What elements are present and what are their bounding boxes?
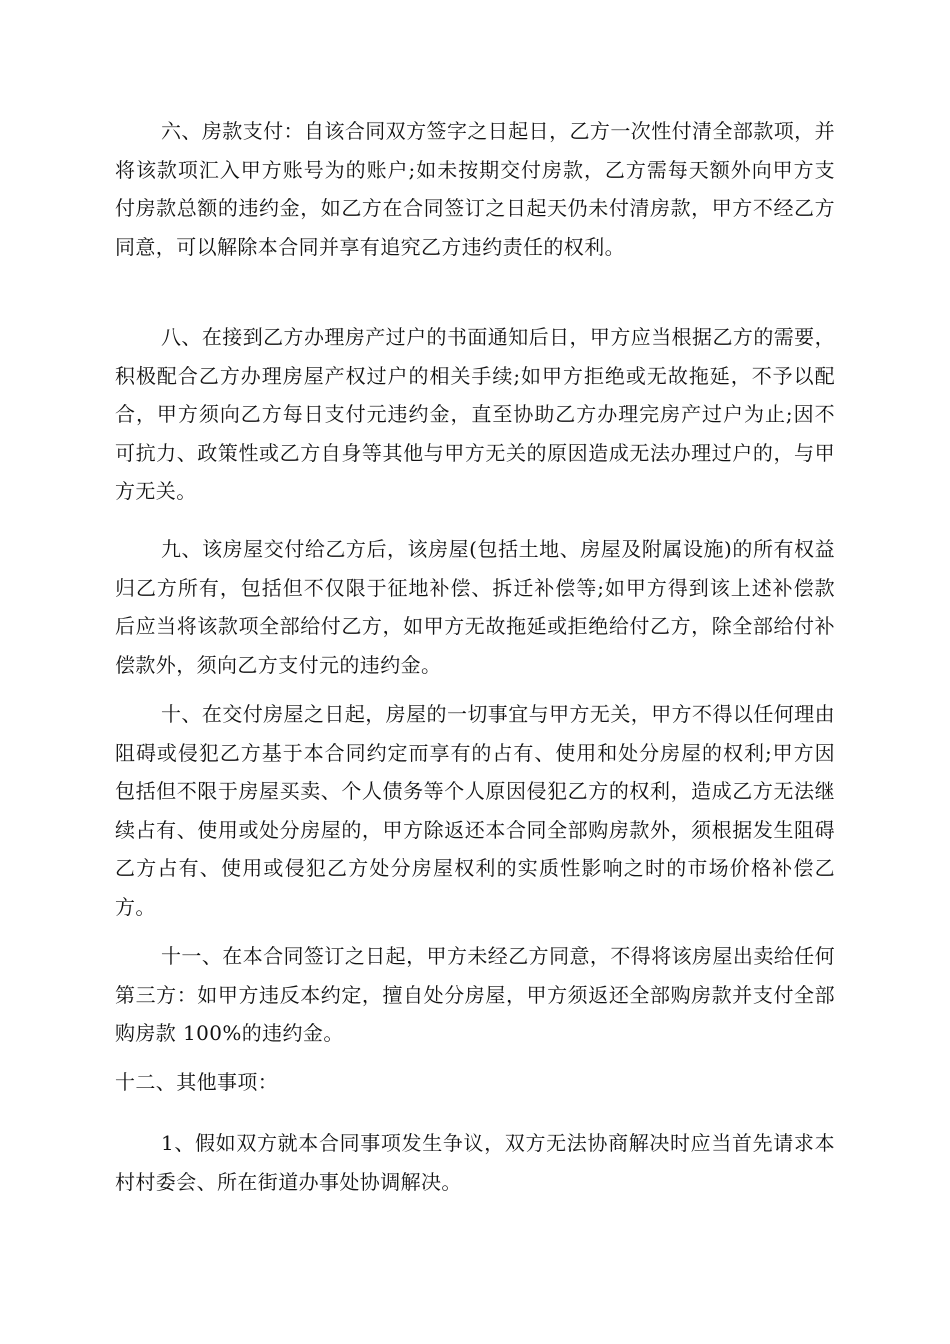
clause-10-no-interference: 十、在交付房屋之日起，房屋的一切事宜与甲方无关，甲方不得以任何理由阻碍或侵犯乙方基于本合同约定而享有的占有、使用和处分房屋的权利;甲方因包括但不限于房屋买卖、个人债务等个人原因侵犯乙方的权利，造成乙方无法继续占有、使用或处分房屋的，甲方除返还本合同全部购房款外，须根据发生阻碍乙方占有、使用或侵犯乙方处分房屋权利的实质性影响之时的市场价格补偿乙方。 xyxy=(115,702,835,919)
clause-9-rights-after-delivery: 九、该房屋交付给乙方后，该房屋(包括土地、房屋及附属设施)的所有权益归乙方所有，包括但不仅限于征地补偿、拆迁补偿等;如甲方得到该上述补偿款后应当将该款项全部给付乙方，如甲方无故拖延或拒绝给付乙方，除全部给付补偿款外，须向乙方支付元的违约金。 xyxy=(115,537,835,677)
clause-12-heading: 十二、其他事项： xyxy=(115,1070,279,1094)
clause-8-title-transfer: 八、在接到乙方办理房产过户的书面通知后日，甲方应当根据乙方的需要，积极配合乙方办理房屋产权过户的相关手续;如甲方拒绝或无故拖延，不予以配合，甲方须向乙方每日支付元违约金，直至协助乙方办理完房产过户为止;因不可抗力、政策性或乙方自身等其他与甲方无关的原因造成无法办理过户的，与甲方无关。 xyxy=(115,325,835,503)
clause-12-item-1: 1、假如双方就本合同事项发生争议，双方无法协商解决时应当首先请求本村村委会、所在街道办事处协调解决。 xyxy=(115,1131,835,1194)
clause-11-no-resale: 十一、在本合同签订之日起，甲方未经乙方同意，不得将该房屋出卖给任何第三方：如甲方违反本约定，擅自处分房屋，甲方须返还全部购房款并支付全部购房款 100%的违约金。 xyxy=(115,944,835,1045)
clause-6-payment: 六、房款支付：自该合同双方签字之日起日，乙方一次性付清全部款项，并将该款项汇入甲方账号为的账户;如未按期交付房款，乙方需每天额外向甲方支付房款总额的违约金，如乙方在合同签订之日起天仍未付清房款，甲方不经乙方同意，可以解除本合同并享有追究乙方违约责任的权利。 xyxy=(115,119,835,259)
